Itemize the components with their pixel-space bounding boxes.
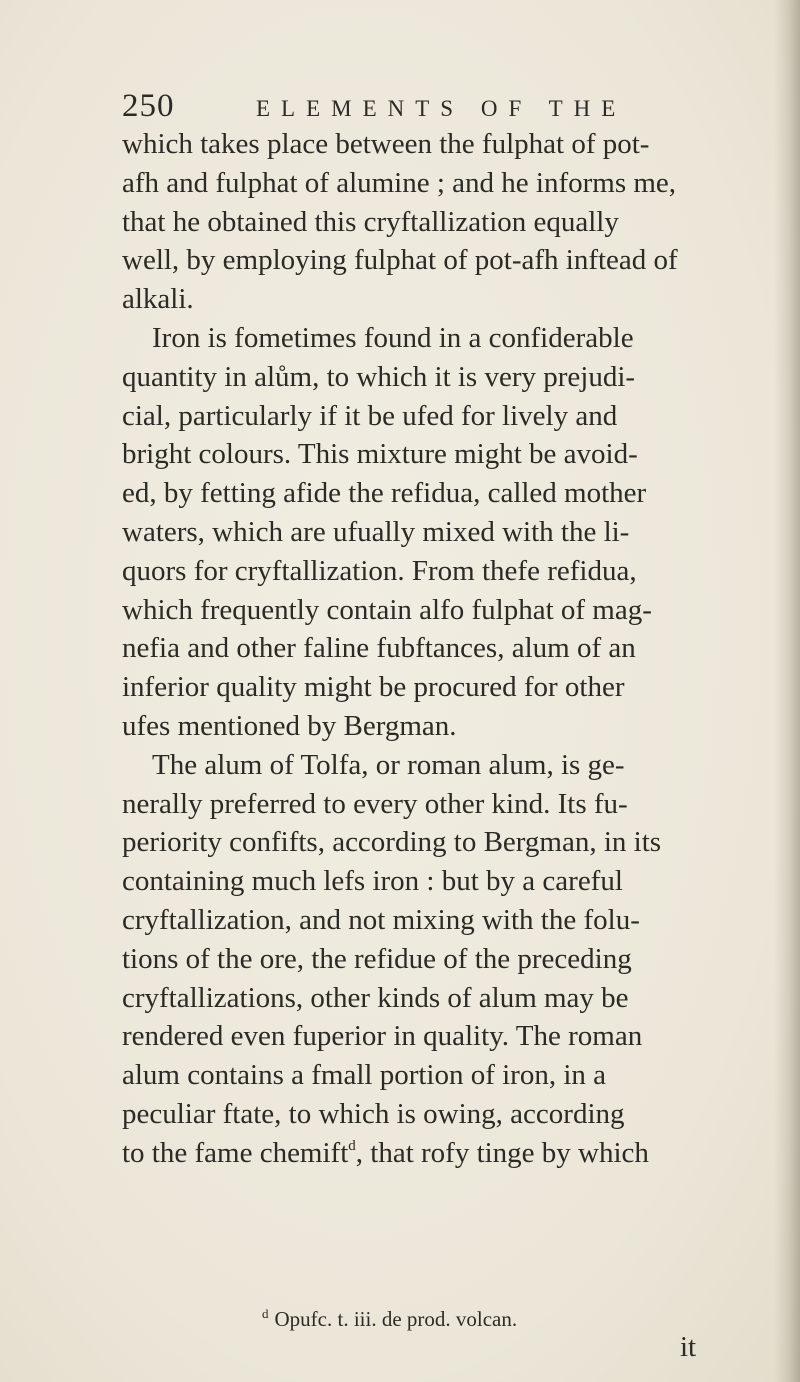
text-line: Iron is fometimes found in a confiderable bbox=[152, 321, 634, 354]
text-segment: to the fame chemift bbox=[122, 1136, 349, 1169]
text-line: cial, particularly if it be ufed for lively and bbox=[122, 399, 618, 432]
text-line: bright colours. This mixture might be avoid- bbox=[122, 438, 638, 471]
text-line: periority confifts, according to Bergman, in its bbox=[122, 826, 662, 859]
page-number: 250 bbox=[122, 88, 175, 124]
text-line: cryftallizations, other kinds of alum may be bbox=[122, 981, 629, 1014]
text-line: tions of the ore, the refidue of the preceding bbox=[122, 942, 632, 975]
text-line: The alum of Tolfa, or roman alum, is ge- bbox=[152, 748, 625, 781]
text-line: cryftallization, and not mixing with the folu- bbox=[122, 903, 640, 936]
footnote bbox=[262, 1306, 517, 1332]
text-line: inferior quality might be procured for other bbox=[122, 671, 625, 704]
text-line: quors for cryftallization. From thefe refidua, bbox=[122, 554, 637, 587]
text-line: rendered even fuperior in quality. The roman bbox=[122, 1020, 643, 1053]
text-line: well, by employing fulphat of pot-afh inftead of bbox=[122, 244, 678, 277]
text-line: which frequently contain alfo fulphat of mag- bbox=[122, 593, 652, 626]
page-edge-shadow bbox=[774, 0, 800, 1382]
text-line: containing much lefs iron : but by a careful bbox=[122, 865, 623, 898]
text-line: ufes mentioned by Bergman. bbox=[122, 709, 457, 742]
text-line: nerally preferred to every other kind. Its fu- bbox=[122, 787, 628, 820]
body-text bbox=[122, 125, 742, 1173]
text-line: peculiar ftate, to which is owing, according bbox=[122, 1097, 625, 1130]
text-line: which takes place between the fulphat of pot- bbox=[122, 128, 650, 160]
text-line: afh and fulphat of alumine ; and he informs me, bbox=[122, 166, 677, 199]
text-line: alkali. bbox=[122, 283, 194, 316]
catchword: it bbox=[680, 1331, 697, 1363]
text-line: nefia and other faline fubftances, alum of an bbox=[122, 632, 636, 665]
running-title: ELEMENTS OF THE bbox=[256, 96, 627, 121]
text-line: that he obtained this cryftallization equally bbox=[122, 205, 619, 238]
text-line: ed, by fetting afide the refidua, called mother bbox=[122, 477, 647, 510]
footnote-text: Opufc. t. iii. de prod. volcan. bbox=[274, 1307, 518, 1331]
text-line: quantity in alům, to which it is very prejudi- bbox=[122, 360, 636, 393]
text-line: waters, which are ufually mixed with the li- bbox=[122, 515, 630, 548]
footnote-reference: d bbox=[348, 1137, 356, 1154]
footnote-mark: d bbox=[262, 1306, 269, 1321]
running-head bbox=[122, 88, 702, 128]
text-line: alum contains a fmall portion of iron, in a bbox=[122, 1059, 607, 1092]
text-segment: , that rofy tinge by which bbox=[355, 1136, 649, 1169]
text-line bbox=[122, 1134, 742, 1173]
